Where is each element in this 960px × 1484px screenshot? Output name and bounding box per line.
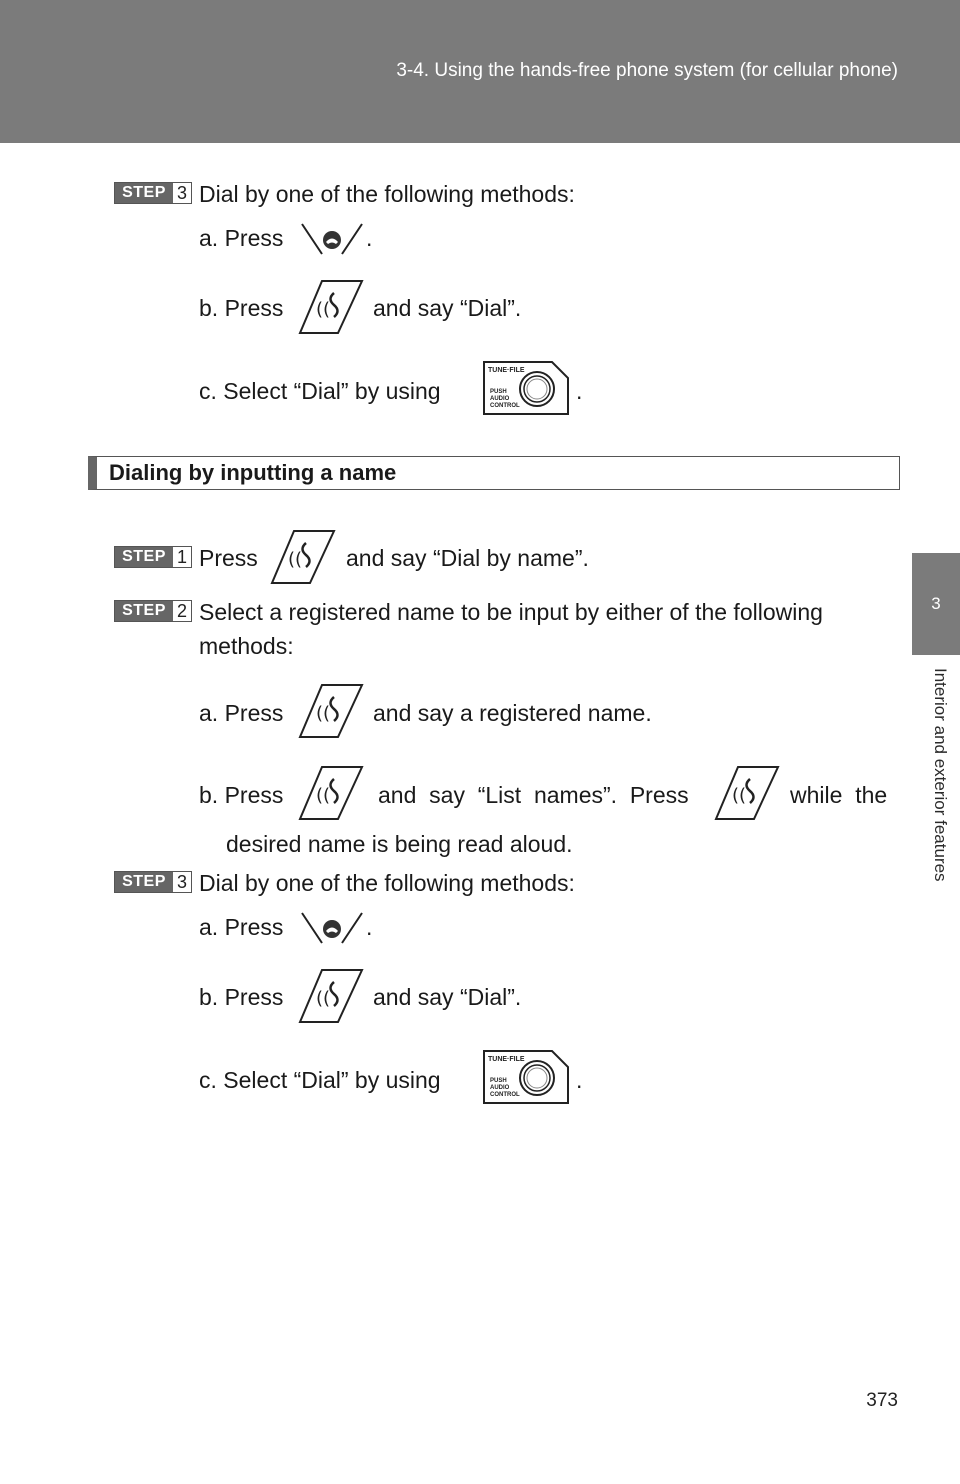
knob-label-tune: TUNE·FILE xyxy=(488,367,525,374)
option-a-after: . xyxy=(366,225,373,251)
knob-label-push: PUSH xyxy=(490,389,507,395)
knob-label-tune: TUNE·FILE xyxy=(488,1056,525,1063)
option-c-after: . xyxy=(576,378,583,404)
tune-file-knob-icon xyxy=(482,358,570,416)
talk-switch-icon xyxy=(298,683,364,739)
option-c-text: c. Select “Dial” by using xyxy=(199,378,441,404)
step-label: STEP xyxy=(115,872,173,892)
option-b-text: b. Press xyxy=(199,295,284,321)
page-header xyxy=(0,0,960,143)
step-label: STEP xyxy=(115,601,173,621)
knob-label-audio: AUDIO xyxy=(490,1085,510,1091)
svg-text:((: (( xyxy=(316,703,331,724)
svg-text:((: (( xyxy=(732,785,747,806)
talk-switch-icon xyxy=(714,765,780,821)
step-badge xyxy=(114,871,192,893)
step3-a-text: a. Press xyxy=(199,914,284,940)
step-badge xyxy=(114,182,192,204)
step2-line1: Select a registered name to be input by either of the following xyxy=(199,599,823,625)
step3-b-after: and say “Dial”. xyxy=(373,984,522,1010)
section-title: Dialing by inputting a name xyxy=(109,460,397,485)
phone-off-hook-icon xyxy=(300,222,364,256)
step3-c-text: c. Select “Dial” by using xyxy=(199,1067,441,1093)
svg-text:((: (( xyxy=(288,549,303,570)
phone-off-hook-icon xyxy=(300,911,364,945)
svg-text:((: (( xyxy=(316,299,331,320)
step-label: STEP xyxy=(115,547,173,567)
option-a-text: a. Press xyxy=(199,225,284,251)
knob-label-control: CONTROL xyxy=(490,403,520,409)
chapter-label: Interior and exterior features xyxy=(931,668,950,882)
step-number: 1 xyxy=(176,546,187,567)
step-number: 2 xyxy=(176,600,187,621)
chapter-number: 3 xyxy=(931,594,941,613)
step2-line2: methods: xyxy=(199,633,294,659)
step3-b-text: b. Press xyxy=(199,984,284,1010)
knob-label-push: PUSH xyxy=(490,1078,507,1084)
step-badge xyxy=(114,546,192,568)
talk-switch-icon xyxy=(298,968,364,1024)
step2-a-after: and say a registered name. xyxy=(373,700,652,726)
step2-b-text: b. Press xyxy=(199,782,284,808)
section-heading-bar xyxy=(88,456,900,490)
step-badge xyxy=(114,600,192,622)
header-title: 3-4. Using the hands-free phone system (for cellular phone) xyxy=(396,60,898,81)
talk-switch-icon xyxy=(270,529,336,585)
step3-heading: Dial by one of the following methods: xyxy=(199,870,575,896)
step3-c-after: . xyxy=(576,1067,583,1093)
knob-label-control: CONTROL xyxy=(490,1092,520,1098)
step1-text: Press xyxy=(199,545,258,571)
step-number: 3 xyxy=(176,182,187,203)
tune-file-knob-icon xyxy=(482,1047,570,1105)
step3-a-after: . xyxy=(366,914,373,940)
knob-label-audio: AUDIO xyxy=(490,396,510,402)
talk-switch-icon xyxy=(298,765,364,821)
step-heading: Dial by one of the following methods: xyxy=(199,181,575,207)
step-number: 3 xyxy=(176,871,187,892)
step2-b-middle: and say “List names”. Press xyxy=(378,782,689,808)
svg-text:((: (( xyxy=(316,785,331,806)
step2-b-line2: desired name is being read aloud. xyxy=(226,831,573,857)
step-label: STEP xyxy=(115,183,173,203)
option-b-after: and say “Dial”. xyxy=(373,295,522,321)
talk-switch-icon xyxy=(298,279,364,335)
step2-a-text: a. Press xyxy=(199,700,284,726)
svg-text:((: (( xyxy=(316,988,331,1009)
page-number: 373 xyxy=(866,1390,898,1411)
step2-b-after: while the xyxy=(790,782,888,808)
step1-after: and say “Dial by name”. xyxy=(346,545,589,571)
chapter-tab xyxy=(912,553,960,655)
